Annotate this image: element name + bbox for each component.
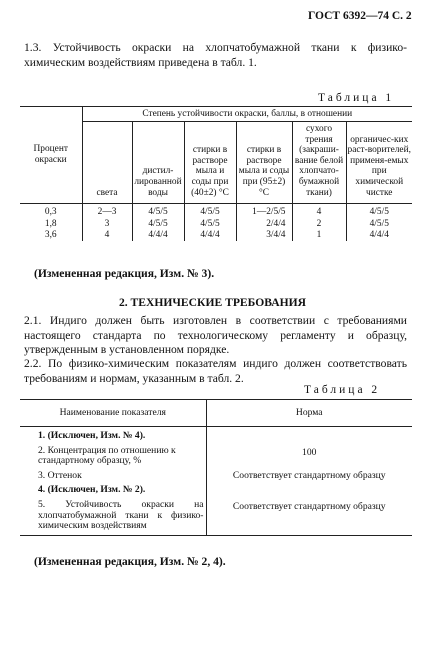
table1-cell: 4/5/5: [369, 218, 389, 229]
table-2: [20, 399, 412, 536]
table1-col-percent: Процент окраски: [20, 107, 82, 204]
table2-indicator: 2. Концентрация по отношению к стандартному образцу, %: [20, 444, 206, 469]
table1-col-light: света: [82, 122, 132, 204]
table2-caption: Таблица 2: [304, 384, 381, 396]
table1-cell: 4: [82, 229, 132, 241]
table1-cell: 4/5/5: [369, 207, 389, 218]
table1-cell: 3,6: [20, 229, 82, 241]
table1-col-wash95: стирки в растворе мыла и соды при (95±2) °С: [236, 122, 292, 204]
table-row: [20, 218, 412, 230]
table2-norm: Соответствует стандартному образцу: [232, 500, 386, 512]
table1-cell: 3/4/4: [236, 229, 292, 241]
table2-indicator: 1. (Исключен, Изм. № 4).: [20, 427, 206, 444]
table1-col-water: дистил-лированной воды: [132, 122, 184, 204]
amendment-note-2: (Измененная редакция, Изм. № 2, 4).: [34, 555, 226, 568]
table1-cell: 0,3: [20, 204, 82, 218]
table1-cell: 4/5/5: [184, 204, 236, 218]
table1-cell: 1—2/5/5: [236, 204, 292, 218]
table1-cell: 2/4/4: [236, 218, 292, 230]
table2-norm: 100: [302, 446, 317, 458]
table-row: [20, 204, 412, 218]
paragraph-1-3: 1.3. Устойчивость окраски на хлопчатобумажной ткани к физико-химическим воздействиям приведена в табл. 1.: [24, 41, 407, 69]
table1-col-wash40: стирки в растворе мыла и соды при (40±2) °С: [184, 122, 236, 204]
table1-group-header: Степень устойчивости окраски, баллы, в отношении: [82, 107, 412, 122]
table1-cell: 3: [82, 218, 132, 230]
table1-cell: 4/5/5: [132, 204, 184, 218]
table2-norm: Соответствует стандартному образцу: [232, 469, 386, 481]
table1-cell: 1: [292, 229, 346, 241]
table2-col-name: Наименование показателя: [20, 400, 206, 427]
table2-norm: [206, 427, 412, 444]
table1-col-solvents: органичес-ких раст-ворителей, применя-емых при химической чистке: [347, 134, 411, 198]
paragraph-2-1: 2.1. Индиго должен быть изготовлен в соответствии с требованиями настоящего стандарта по технологическому регламенту и образцу, утвержденным в установленном порядке.: [24, 314, 407, 356]
table1-col-friction: сухого трения (закраши-вание белой хлопчато-бумажной ткани): [292, 122, 346, 204]
table1-cell: 4/4/4: [184, 229, 236, 241]
table-1: [20, 106, 412, 241]
table-row: [20, 483, 412, 498]
table1-caption: Таблица 1: [318, 92, 395, 104]
table1-cell: 4/4/4: [369, 230, 389, 241]
table-row: [20, 229, 412, 241]
table1-cell: 2—3: [82, 204, 132, 218]
table1-cell: 4/4/4: [132, 229, 184, 241]
page-header: ГОСТ 6392—74 С. 2: [308, 10, 412, 22]
table1-cell: 4/5/5: [184, 218, 236, 230]
table2-col-norm: Норма: [295, 406, 323, 418]
table-row: [20, 427, 412, 444]
table1-cell: 1,8: [20, 218, 82, 230]
table2-indicator: 4. (Исключен, Изм. № 2).: [20, 483, 206, 498]
amendment-note-1: (Измененная редакция, Изм. № 3).: [34, 267, 215, 280]
table-row: [20, 469, 412, 484]
table1-cell: 2: [292, 218, 346, 230]
table2-norm: [206, 483, 412, 498]
paragraph-2-2: 2.2. По физико-химическим показателям индиго должен соответствовать требованиям и нормам, указанным в табл. 2.: [24, 357, 407, 385]
table2-indicator: 5. Устойчивость окраски на хлопчатобумажной ткани к физико-химическим воздействиям: [20, 498, 206, 535]
table-row: [20, 498, 412, 535]
table1-cell: 4/5/5: [132, 218, 184, 230]
table-row: [20, 444, 412, 469]
table1-cell: 4: [292, 204, 346, 218]
table2-indicator: 3. Оттенок: [20, 469, 206, 484]
section-2-title: 2. ТЕХНИЧЕСКИЕ ТРЕБОВАНИЯ: [118, 296, 307, 309]
